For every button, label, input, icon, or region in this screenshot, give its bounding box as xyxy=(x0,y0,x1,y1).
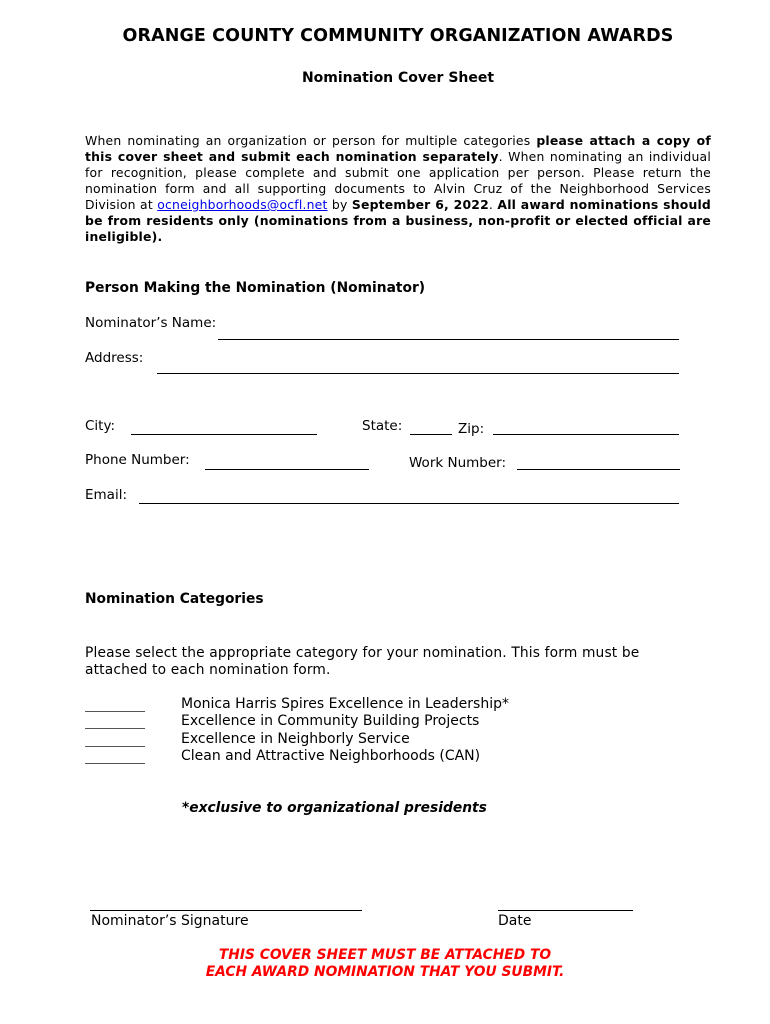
zip-label: Zip: xyxy=(458,421,485,437)
work-number-field[interactable] xyxy=(517,469,680,470)
intro-text-3: by xyxy=(327,197,352,212)
city-field[interactable] xyxy=(131,434,317,435)
state-label: State: xyxy=(362,418,403,434)
email-label: Email: xyxy=(85,487,128,503)
nominator-heading: Person Making the Nomination (Nominator) xyxy=(85,280,426,296)
address-field[interactable] xyxy=(157,373,679,374)
exclusive-note: *exclusive to organizational presidents xyxy=(182,800,487,816)
page-subtitle: Nomination Cover Sheet xyxy=(301,70,495,86)
category-item-2: Excellence in Community Building Projects xyxy=(181,713,480,729)
email-field[interactable] xyxy=(139,503,679,504)
intro-bold-2: All award nominations should be from residents only (nominations from a business, non-profit or elected official are ineligible). xyxy=(85,197,711,244)
category-blank-2[interactable] xyxy=(85,728,145,729)
zip-field[interactable] xyxy=(493,434,679,435)
warning-line-1: THIS COVER SHEET MUST BE ATTACHED TO xyxy=(218,947,552,963)
signature-field[interactable] xyxy=(90,910,362,911)
signature-label: Nominator’s Signature xyxy=(91,913,249,929)
page-title: ORANGE COUNTY COMMUNITY ORGANIZATION AWARDS xyxy=(122,26,674,46)
category-blank-3[interactable] xyxy=(85,746,145,747)
date-label: Date xyxy=(498,913,532,929)
intro-text-2: . When nominating an individual for recognition, please complete and submit one application per person. Please return the nomination form and all supporting documents to Alvin Cruz of the Neighborhood Services Division at xyxy=(85,149,711,212)
deadline-date: September 6, 2022 xyxy=(351,197,489,212)
city-label: City: xyxy=(85,418,116,434)
phone-field[interactable] xyxy=(205,469,369,470)
category-blank-1[interactable] xyxy=(85,711,145,712)
address-label: Address: xyxy=(85,350,144,366)
category-blank-4[interactable] xyxy=(85,763,145,764)
intro-bold-1: please attach a copy of this cover sheet and submit each nomination separately xyxy=(85,133,711,164)
email-link[interactable]: ocneighborhoods@ocfl.net xyxy=(157,197,328,212)
intro-text-1: When nominating an organization or person for multiple categories xyxy=(85,133,537,148)
warning-line-2: EACH AWARD NOMINATION THAT YOU SUBMIT. xyxy=(205,964,565,980)
intro-text-4: . xyxy=(488,197,498,212)
nominator-name-label: Nominator’s Name: xyxy=(85,315,217,331)
category-item-3: Excellence in Neighborly Service xyxy=(181,731,410,747)
cover-sheet-warning xyxy=(0,947,770,981)
nominator-name-field[interactable] xyxy=(218,339,679,340)
date-field[interactable] xyxy=(498,910,633,911)
categories-instructions: Please select the appropriate category for your nomination. This form must be attached to each nomination form. xyxy=(85,645,640,678)
categories-heading: Nomination Categories xyxy=(85,591,264,607)
category-item-4: Clean and Attractive Neighborhoods (CAN) xyxy=(181,748,481,764)
phone-label: Phone Number: xyxy=(85,452,190,468)
state-field[interactable] xyxy=(410,434,452,435)
intro-paragraph xyxy=(85,133,711,245)
category-item-1: Monica Harris Spires Excellence in Leadership* xyxy=(181,696,509,712)
work-number-label: Work Number: xyxy=(409,455,507,471)
